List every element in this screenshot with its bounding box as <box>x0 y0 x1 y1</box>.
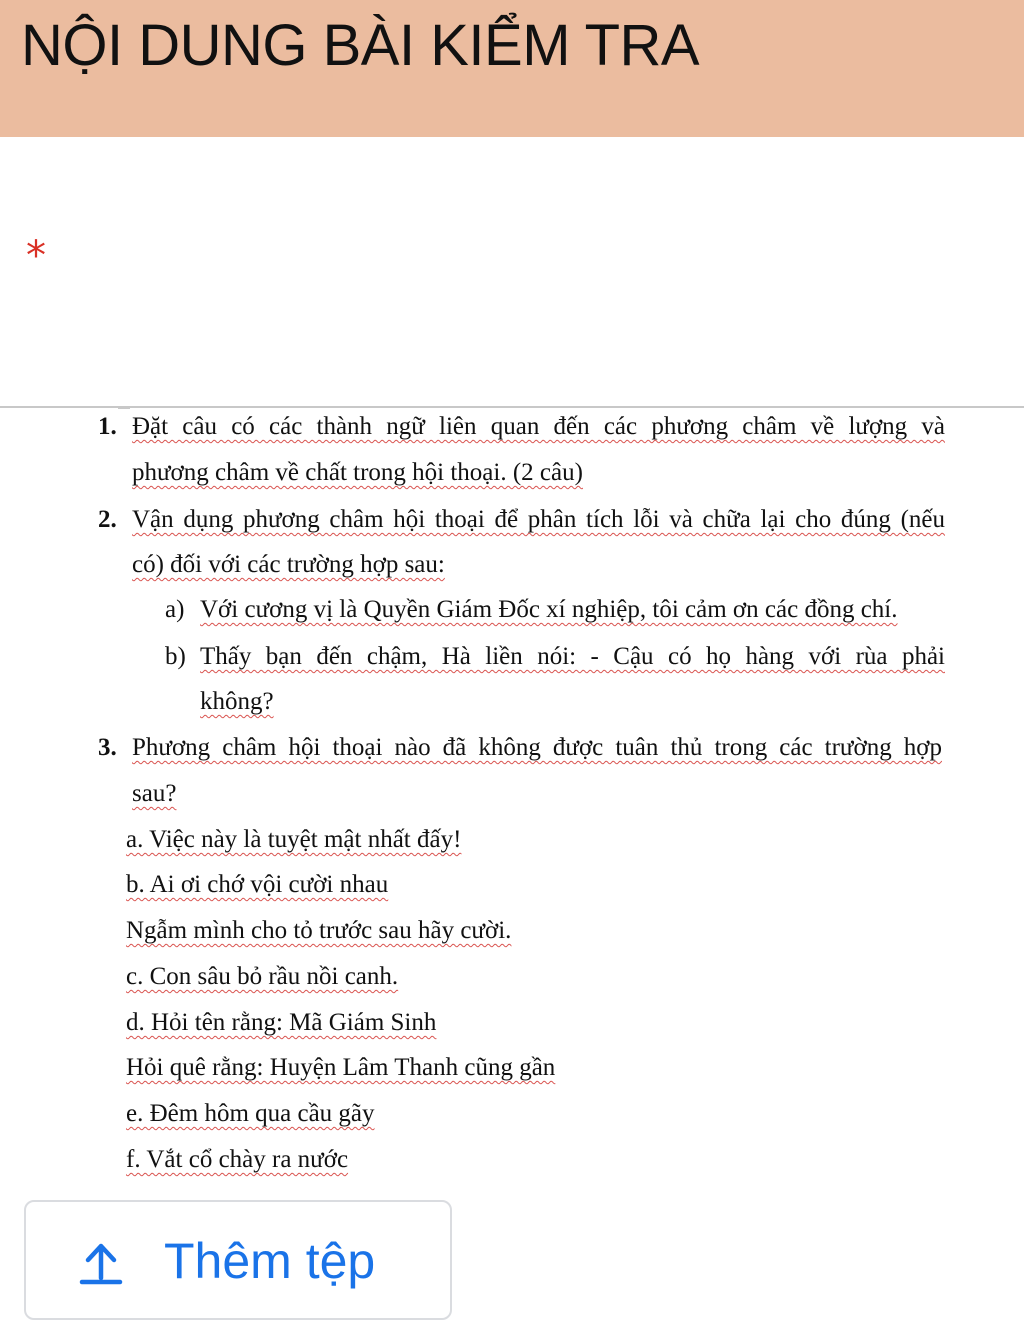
page-title: NỘI DUNG BÀI KIỂM TRA <box>21 13 700 78</box>
image-border-tick <box>118 406 130 409</box>
form-header-banner <box>0 0 1024 137</box>
example-b-line-2: Ngẫm mình cho tỏ trước sau hãy cười. <box>126 917 512 944</box>
item-2-number: 2. <box>98 506 117 533</box>
example-f: f. Vắt cổ chày ra nước <box>126 1146 349 1173</box>
item-1-line-2: phương châm về chất trong hội thoại. (2 câu) <box>132 459 583 486</box>
item-2a-line-1: Với cương vị là Quyền Giám Đốc xí nghiệp, tôi cảm ơn các đồng chí. <box>200 596 898 623</box>
example-c: c. Con sâu bỏ rầu nồi canh. <box>126 963 399 990</box>
item-2-line-2: có) đối với các trường hợp sau: <box>132 551 445 578</box>
required-marker: * <box>26 233 46 279</box>
example-e: e. Đêm hôm qua cầu gãy <box>126 1100 375 1127</box>
upload-icon <box>76 1238 126 1288</box>
example-a: a. Việc này là tuyệt mật nhất đấy! <box>126 826 462 853</box>
item-1-line-1: Đặt câu có các thành ngữ liên quan đến các phương châm về lượng và <box>132 413 945 440</box>
item-1-number: 1. <box>98 413 117 440</box>
add-file-button[interactable] <box>24 1200 452 1320</box>
item-2b-label: b) <box>165 643 186 670</box>
example-d-line-2: Hỏi quê rằng: Huyện Lâm Thanh cũng gần <box>126 1054 556 1081</box>
item-3-line-2: sau? <box>132 780 177 807</box>
item-2a-label: a) <box>165 596 185 623</box>
example-b-line-1: b. Ai ơi chớ vội cười nhau <box>126 871 389 898</box>
item-2-line-1: Vận dụng phương châm hội thoại để phân tích lỗi và chữa lại cho đúng (nếu <box>132 506 945 533</box>
item-3-line-1: Phương châm hội thoại nào đã không được tuân thủ trong các trường hợp <box>132 734 942 761</box>
item-2b-line-2: không? <box>200 688 274 715</box>
item-2b-line-1: Thấy bạn đến chậm, Hà liền nói: - Cậu có họ hàng với rùa phải <box>200 643 945 670</box>
add-file-label: Thêm tệp <box>164 1233 376 1289</box>
example-d-line-1: d. Hỏi tên rằng: Mã Giám Sinh <box>126 1009 437 1036</box>
item-3-number: 3. <box>98 734 117 761</box>
